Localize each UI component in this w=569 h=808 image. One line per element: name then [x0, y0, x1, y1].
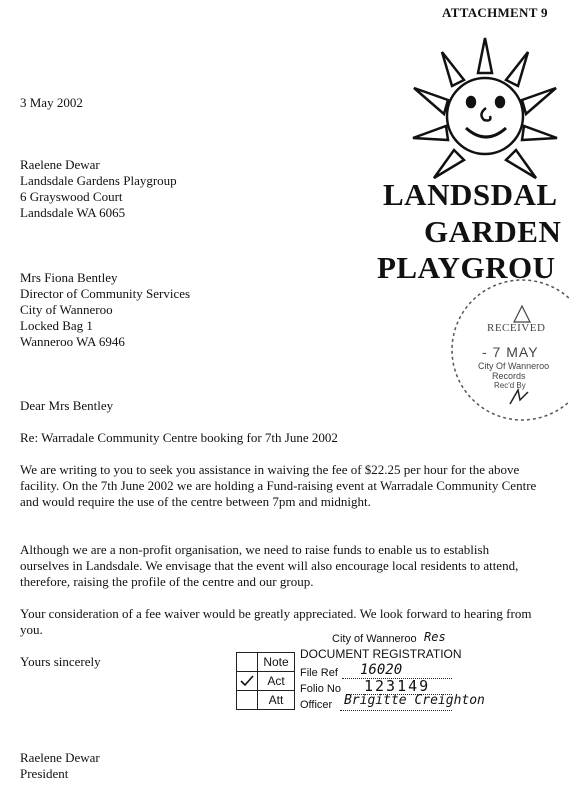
signature-block	[20, 750, 100, 782]
stamp-date: - 7 MAY	[482, 344, 539, 360]
note-checkbox[interactable]	[236, 652, 258, 672]
subject-line: Re: Warradale Community Centre booking for 7th June 2002	[20, 430, 338, 445]
officer-value: Brigitte Creighton	[344, 693, 485, 708]
stamp-line-2: Records	[492, 371, 526, 381]
stamp-line-3: Rec'd By	[494, 381, 526, 390]
sun-logo-icon	[410, 28, 560, 188]
sender-line: Landsdale Gardens Playgroup	[20, 173, 177, 188]
file-ref-label: File Ref	[300, 667, 338, 679]
stamp-received-label: RECEIVED	[487, 322, 546, 334]
logo-text-line-1: LANDSDAL	[383, 177, 558, 212]
body-paragraph-1	[20, 462, 540, 510]
sender-line: Landsdale WA 6065	[20, 205, 126, 220]
attachment-label: ATTACHMENT 9	[442, 5, 548, 20]
recipient-line: Mrs Fiona Bentley	[20, 270, 118, 285]
signature-name: Raelene Dewar	[20, 750, 100, 765]
stamp-initials-icon	[506, 386, 536, 408]
folio-value: 123149	[364, 677, 431, 695]
recipient-line: Wanneroo WA 6946	[20, 334, 125, 349]
act-checkbox[interactable]	[236, 671, 258, 691]
logo-text-line-2: GARDEN	[424, 214, 562, 249]
paragraph-text: Although we are a non-profit organisation, we need to raise funds to enable us to establish ourselves in Landsdale. We envisage that the event will also encourage local residents to attend, therefore, raising the profile of the centre and our group.	[20, 542, 519, 589]
sender-line: Raelene Dewar	[20, 157, 100, 172]
folio-label: Folio No	[300, 683, 341, 695]
signature-title: President	[20, 766, 69, 781]
officer-label: Officer	[300, 699, 333, 711]
note-box-label: Note	[257, 652, 295, 672]
received-stamp	[440, 278, 569, 428]
recipient-line: City of Wanneroo	[20, 302, 113, 317]
act-box-label: Act	[257, 671, 295, 691]
recipient-line: Director of Community Services	[20, 286, 191, 301]
checkmark-icon	[240, 675, 254, 687]
stamp-line-1: City Of Wanneroo	[478, 361, 550, 371]
recipient-address	[20, 270, 190, 350]
logo-text-line-3: PLAYGROU	[377, 250, 556, 285]
paragraph-text: Your consideration of a fee waiver would be greatly appreciated. We look forward to hearing from you.	[20, 606, 532, 637]
registration-handwritten-org: Res	[424, 630, 446, 644]
registration-title: DOCUMENT REGISTRATION	[300, 647, 462, 661]
sender-address	[20, 157, 177, 221]
salutation: Dear Mrs Bentley	[20, 398, 114, 413]
paragraph-text: We are writing to you to seek you assistance in waiving the fee of $22.25 per hour for the above facility. On the 7th June 2002 we are holding a Fund-raising event at Warradale Community Centre and would require the use of the centre between 7pm and midnight.	[20, 462, 537, 509]
registration-org: City of Wanneroo	[332, 633, 417, 645]
file-ref-value: 16020	[360, 662, 403, 678]
document-registration-stamp	[236, 632, 536, 712]
att-box-label: Att	[257, 690, 295, 710]
letter-date: 3 May 2002	[20, 95, 83, 110]
body-paragraph-2	[20, 542, 540, 590]
closing: Yours sincerely	[20, 654, 101, 669]
officer-dots	[340, 710, 452, 711]
sender-line: 6 Grayswood Court	[20, 189, 123, 204]
recipient-line: Locked Bag 1	[20, 318, 93, 333]
att-checkbox[interactable]	[236, 690, 258, 710]
